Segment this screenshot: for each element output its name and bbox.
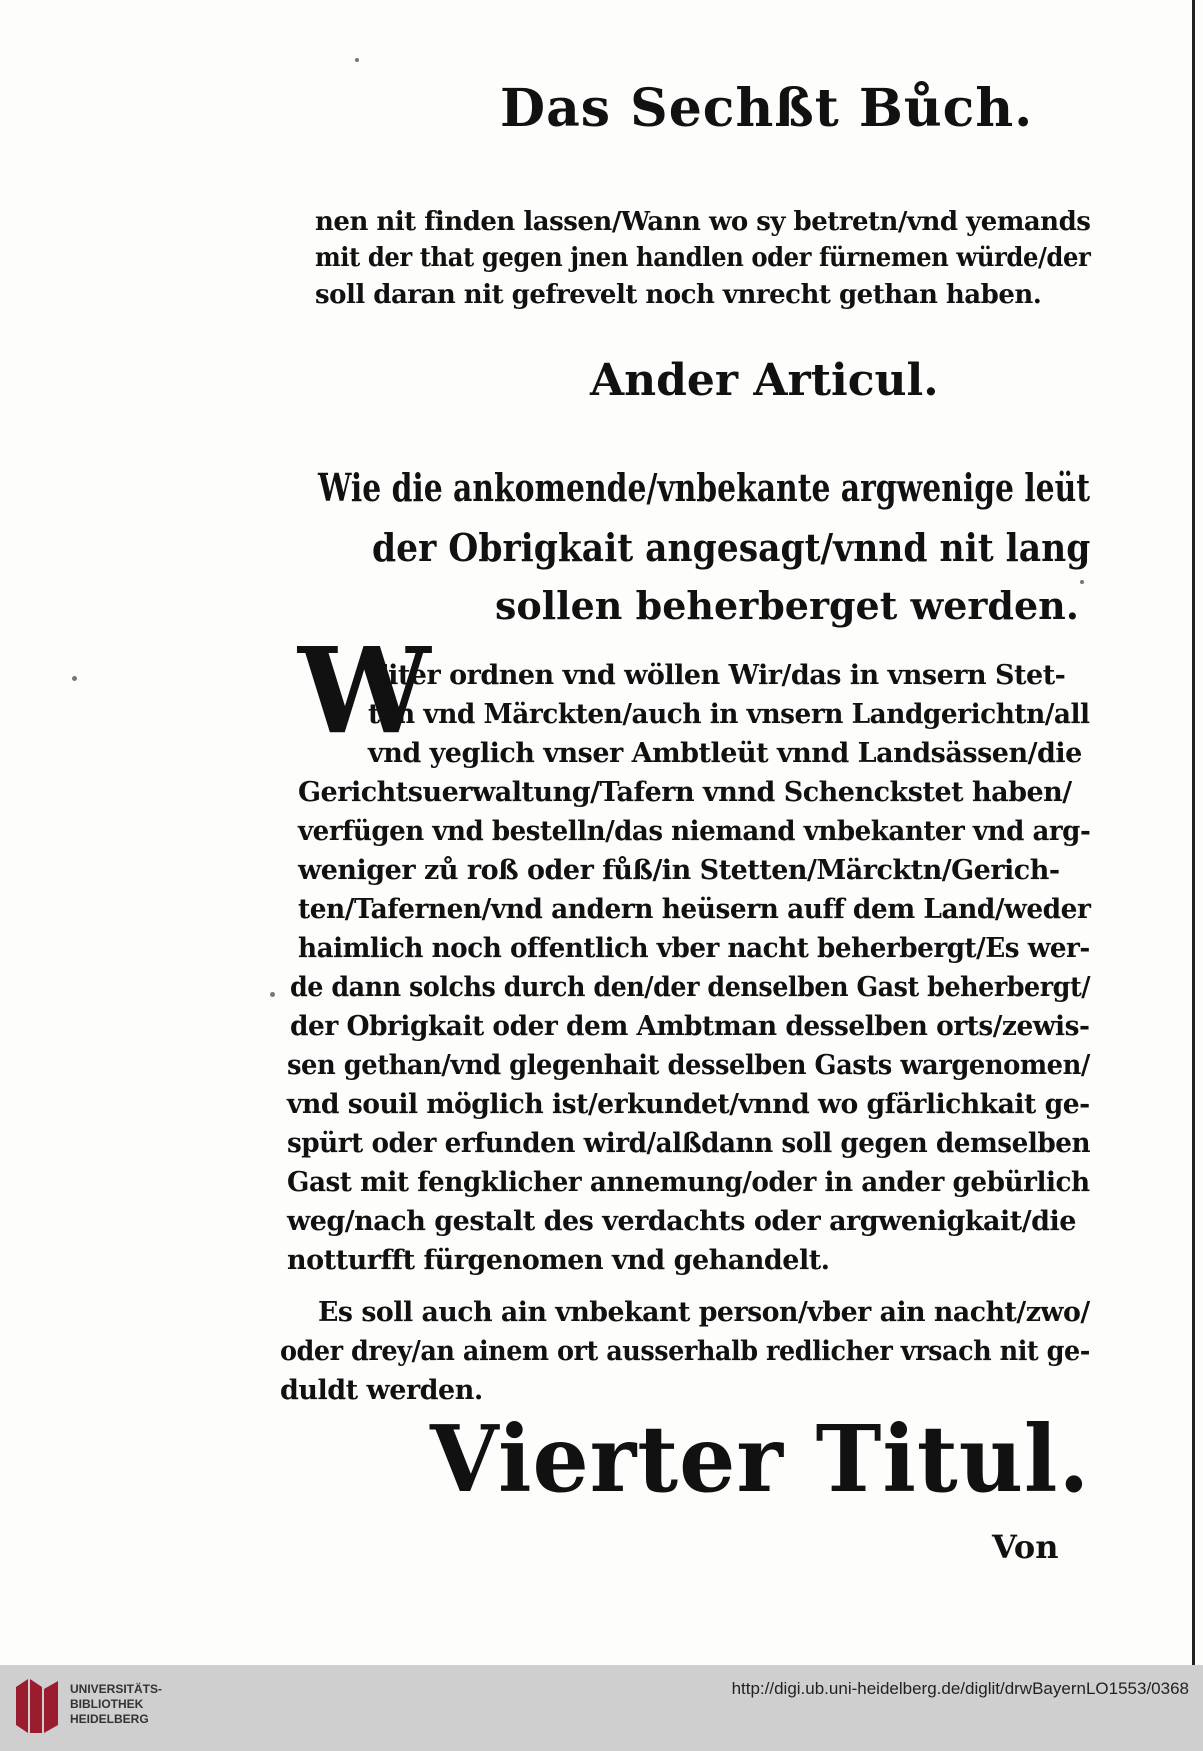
paragraph-line: verfügen vnd bestelln/das niemand vnbekanter vnd arg-	[298, 816, 1091, 847]
library-name-line: BIBLIOTHEK	[70, 1697, 144, 1711]
paragraph-line: spürt oder erfunden wird/alßdann soll gegen demselben	[287, 1128, 1091, 1159]
library-name-line: UNIVERSITÄTS-	[70, 1682, 163, 1696]
paragraph-line: duldt werden.	[280, 1375, 483, 1406]
article-summary-line: sollen beherberget werden.	[495, 583, 1080, 628]
paragraph-line: vnd yeglich vnser Ambtleüt vnnd Landsässen/die	[368, 738, 1082, 769]
paragraph-line: de dann solchs durch den/der denselben Gast beherbergt/	[290, 972, 1091, 1003]
paragraph-line: ten/Tafernen/vnd andern heüsern auff dem Land/weder	[298, 894, 1091, 925]
article-summary-line: der Obrigkait angesagt/vnnd nit lang	[372, 525, 1091, 570]
continuation-line: nen nit finden lassen/Wann wo sy betretn/vnd yemands	[315, 207, 1091, 237]
paragraph-line: vnd souil möglich ist/erkundet/vnnd wo gfärlichkait ge-	[287, 1089, 1090, 1120]
library-name-line: HEIDELBERG	[70, 1712, 149, 1726]
running-head: Das Sechßt Bůch.	[500, 78, 1034, 139]
paragraph-line: ten vnd Märckten/auch in vnsern Landgerichtn/all	[368, 699, 1090, 730]
scan-speck	[355, 58, 359, 62]
catchword: Von	[992, 1528, 1059, 1566]
paragraph-line: weg/nach gestalt des verdachts oder argwenigkait/die	[287, 1206, 1076, 1237]
paragraph-line: Eiter ordnen vnd wöllen Wir/das in vnsern Stet-	[368, 660, 1066, 691]
drop-cap: W	[298, 621, 431, 760]
library-logo-icon	[14, 1677, 60, 1735]
scan-speck	[1080, 580, 1084, 584]
continuation-line: soll daran nit gefrevelt noch vnrecht gethan haben.	[315, 280, 1042, 310]
scan-speck	[270, 992, 275, 997]
scan-speck	[72, 676, 77, 681]
page-edge	[1192, 0, 1195, 1665]
paragraph-line: der Obrigkait oder dem Ambtman desselben orts/zewis-	[290, 1011, 1090, 1042]
continuation-line: mit der that gegen jnen handlen oder fürnemen würde/der	[315, 243, 1091, 273]
paragraph-line: notturfft fürgenomen vnd gehandelt.	[287, 1245, 830, 1276]
article-heading: Ander Articul.	[590, 355, 939, 406]
paragraph-line: Es soll auch ain vnbekant person/vber ain nacht/zwo/	[318, 1297, 1090, 1328]
paragraph-line: Gast mit fengklicher annemung/oder in ander gebürlich	[287, 1167, 1090, 1198]
paragraph-line: sen gethan/vnd glegenhait desselben Gasts wargenomen/	[287, 1050, 1090, 1081]
title-heading: Vierter Titul.	[430, 1405, 1091, 1513]
permalink-url[interactable]: http://digi.ub.uni-heidelberg.de/diglit/drwBayernLO1553/0368	[731, 1679, 1189, 1698]
paragraph-line: oder drey/an ainem ort ausserhalb redlicher vrsach nit ge-	[280, 1336, 1090, 1367]
paragraph-line: Gerichtsuerwaltung/Tafern vnnd Schenckstet haben/	[298, 777, 1072, 808]
paragraph-line: weniger zů roß oder fůß/in Stetten/Märcktn/Gerich-	[298, 855, 1060, 886]
library-name	[70, 1682, 162, 1727]
article-summary-line: Wie die ankomende/vnbekante argwenige leüt	[318, 465, 1091, 510]
viewer-footer	[0, 1665, 1203, 1751]
paragraph-line: haimlich noch offentlich vber nacht beherbergt/Es wer-	[298, 933, 1090, 964]
